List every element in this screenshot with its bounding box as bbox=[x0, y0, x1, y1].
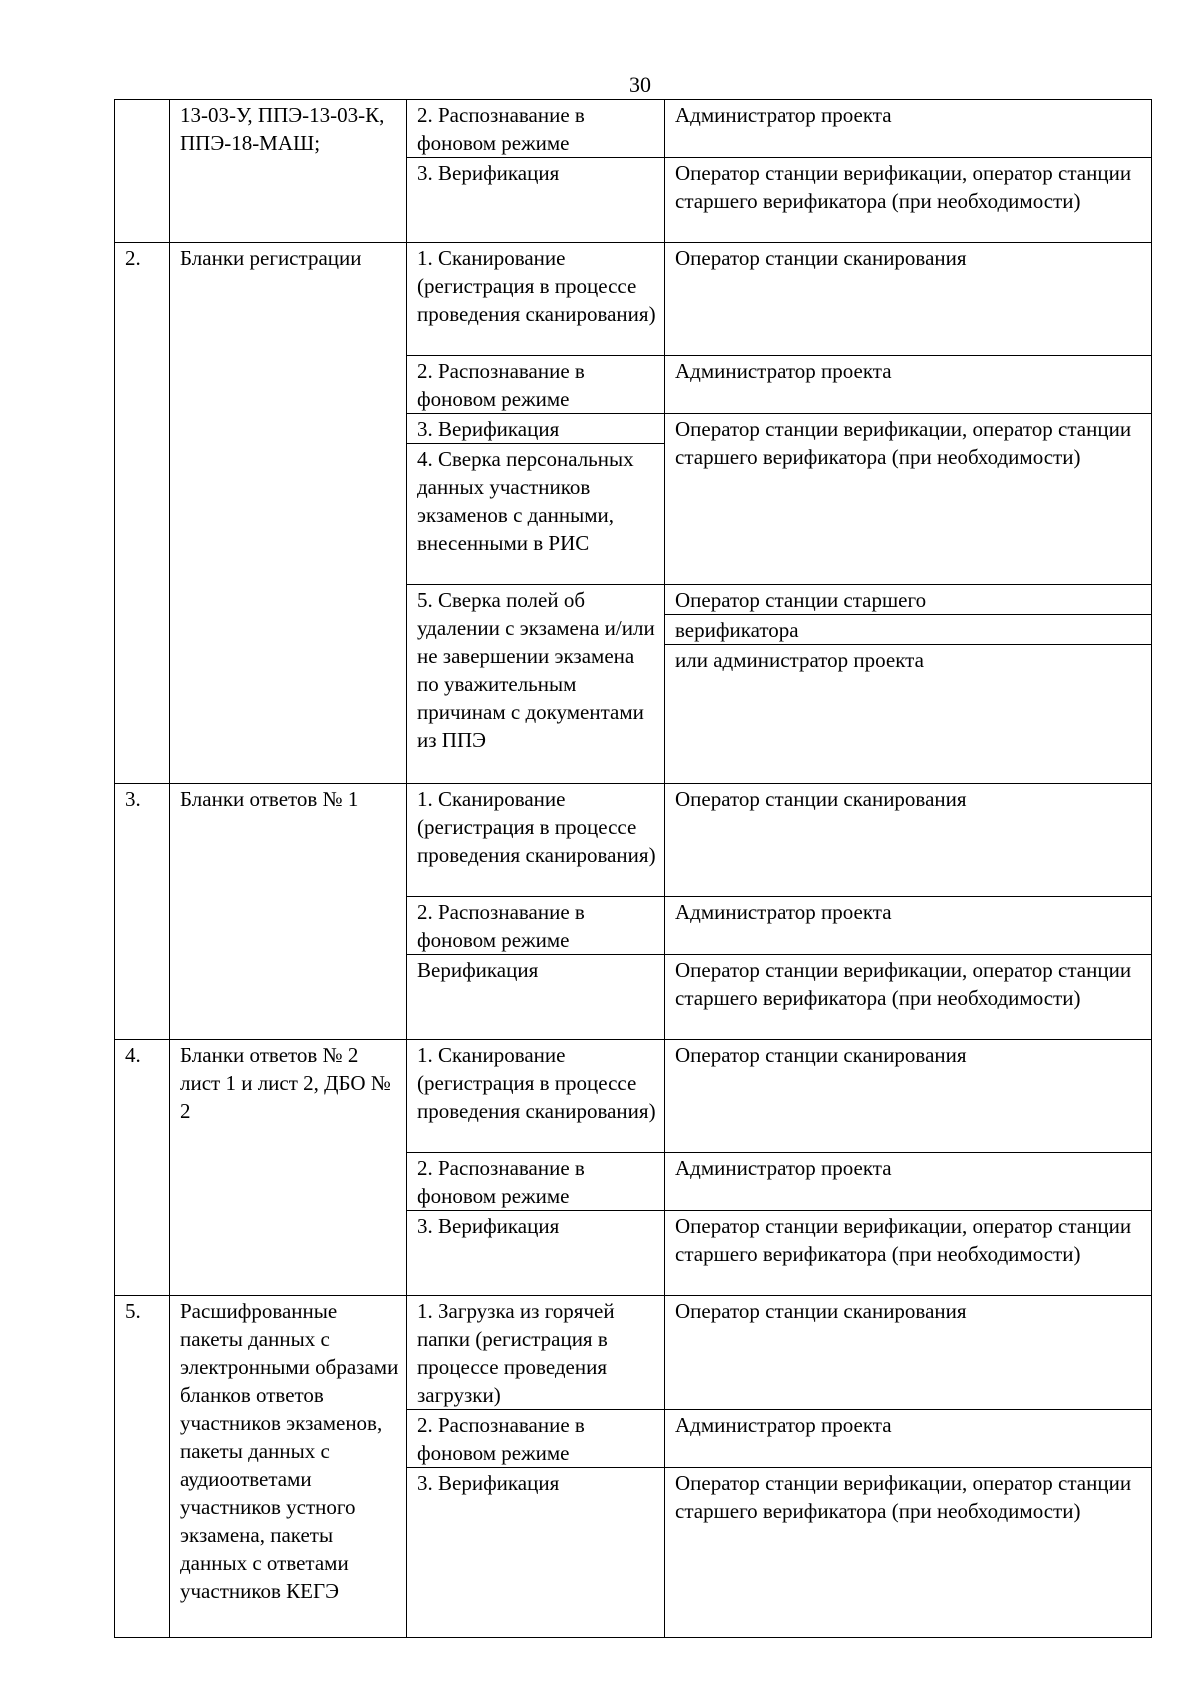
stage-cell: 2. Распознавание в фоновом режиме bbox=[407, 897, 665, 955]
row-number: 2. bbox=[115, 243, 170, 784]
table-row bbox=[115, 243, 1152, 356]
table-row bbox=[115, 1296, 1152, 1410]
stage-cell: 3. Верификация bbox=[407, 1211, 665, 1296]
form-type: Бланки ответов № 1 bbox=[170, 784, 407, 1040]
form-type: 13-03-У, ППЭ-13-03-К, ППЭ-18-МАШ; bbox=[170, 100, 407, 243]
role-cell: Оператор станции сканирования bbox=[665, 1040, 1152, 1153]
role-cell: Администратор проекта bbox=[665, 897, 1152, 955]
page-number: 30 bbox=[629, 72, 651, 97]
role-cell: Оператор станции сканирования bbox=[665, 1296, 1152, 1410]
row-number: 3. bbox=[115, 784, 170, 1040]
role-cell: Оператор станции сканирования bbox=[665, 784, 1152, 897]
stage-cell: 2. Распознавание в фоновом режиме bbox=[407, 1153, 665, 1211]
stage-cell: 1. Сканирование (регистрация в процессе проведения сканирования) bbox=[407, 784, 665, 897]
stage-cell: 2. Распознавание в фоновом режиме bbox=[407, 100, 665, 158]
form-type: Расшифрованные пакеты данных с электронными образами бланков ответов участников экзаменов, пакеты данных с аудиоответами участников устного экзамена, пакеты данных с ответами участников КЕГЭ bbox=[170, 1296, 407, 1638]
row-number: 4. bbox=[115, 1040, 170, 1296]
row-number bbox=[115, 100, 170, 243]
table-row bbox=[115, 100, 1152, 158]
stage-cell: 1. Сканирование (регистрация в процессе проведения сканирования) bbox=[407, 243, 665, 356]
form-type: Бланки ответов № 2 лист 1 и лист 2, ДБО № 2 bbox=[170, 1040, 407, 1296]
process-table bbox=[114, 99, 1152, 1638]
role-cell: Администратор проекта bbox=[665, 1153, 1152, 1211]
role-cell: Администратор проекта bbox=[665, 356, 1152, 414]
stage-cell: 4. Сверка персональных данных участников экзаменов с данными, внесенными в РИС bbox=[407, 444, 665, 585]
stage-cell: 5. Сверка полей об удалении с экзамена и/или не завершении экзамена по уважительным причинам с документами из ППЭ bbox=[407, 585, 665, 784]
stage-cell: 3. Верификация bbox=[407, 1468, 665, 1638]
role-cell: Оператор станции верификации, оператор станции старшего верификатора (при необходимости) bbox=[665, 955, 1152, 1040]
role-cell: Администратор проекта bbox=[665, 100, 1152, 158]
role-cell: верификатора bbox=[665, 615, 1152, 645]
stage-cell: 1. Загрузка из горячей папки (регистрация в процессе проведения загрузки) bbox=[407, 1296, 665, 1410]
form-type: Бланки регистрации bbox=[170, 243, 407, 784]
role-cell: Оператор станции верификации, оператор станции старшего верификатора (при необходимости) bbox=[665, 1211, 1152, 1296]
stage-cell: 1. Сканирование (регистрация в процессе проведения сканирования) bbox=[407, 1040, 665, 1153]
role-cell: Оператор станции верификации, оператор станции старшего верификатора (при необходимости) bbox=[665, 414, 1152, 585]
stage-cell: Верификация bbox=[407, 955, 665, 1040]
role-cell: Администратор проекта bbox=[665, 1410, 1152, 1468]
table-row bbox=[115, 784, 1152, 897]
role-cell: Оператор станции верификации, оператор станции старшего верификатора (при необходимости) bbox=[665, 1468, 1152, 1638]
role-cell: Оператор станции сканирования bbox=[665, 243, 1152, 356]
stage-cell: 2. Распознавание в фоновом режиме bbox=[407, 356, 665, 414]
role-cell: или администратор проекта bbox=[665, 645, 1152, 784]
stage-cell: 2. Распознавание в фоновом режиме bbox=[407, 1410, 665, 1468]
row-number: 5. bbox=[115, 1296, 170, 1638]
table-row bbox=[115, 1040, 1152, 1153]
stage-cell: 3. Верификация bbox=[407, 414, 665, 444]
stage-cell: 3. Верификация bbox=[407, 158, 665, 243]
role-cell: Оператор станции верификации, оператор станции старшего верификатора (при необходимости) bbox=[665, 158, 1152, 243]
role-cell: Оператор станции старшего bbox=[665, 585, 1152, 615]
